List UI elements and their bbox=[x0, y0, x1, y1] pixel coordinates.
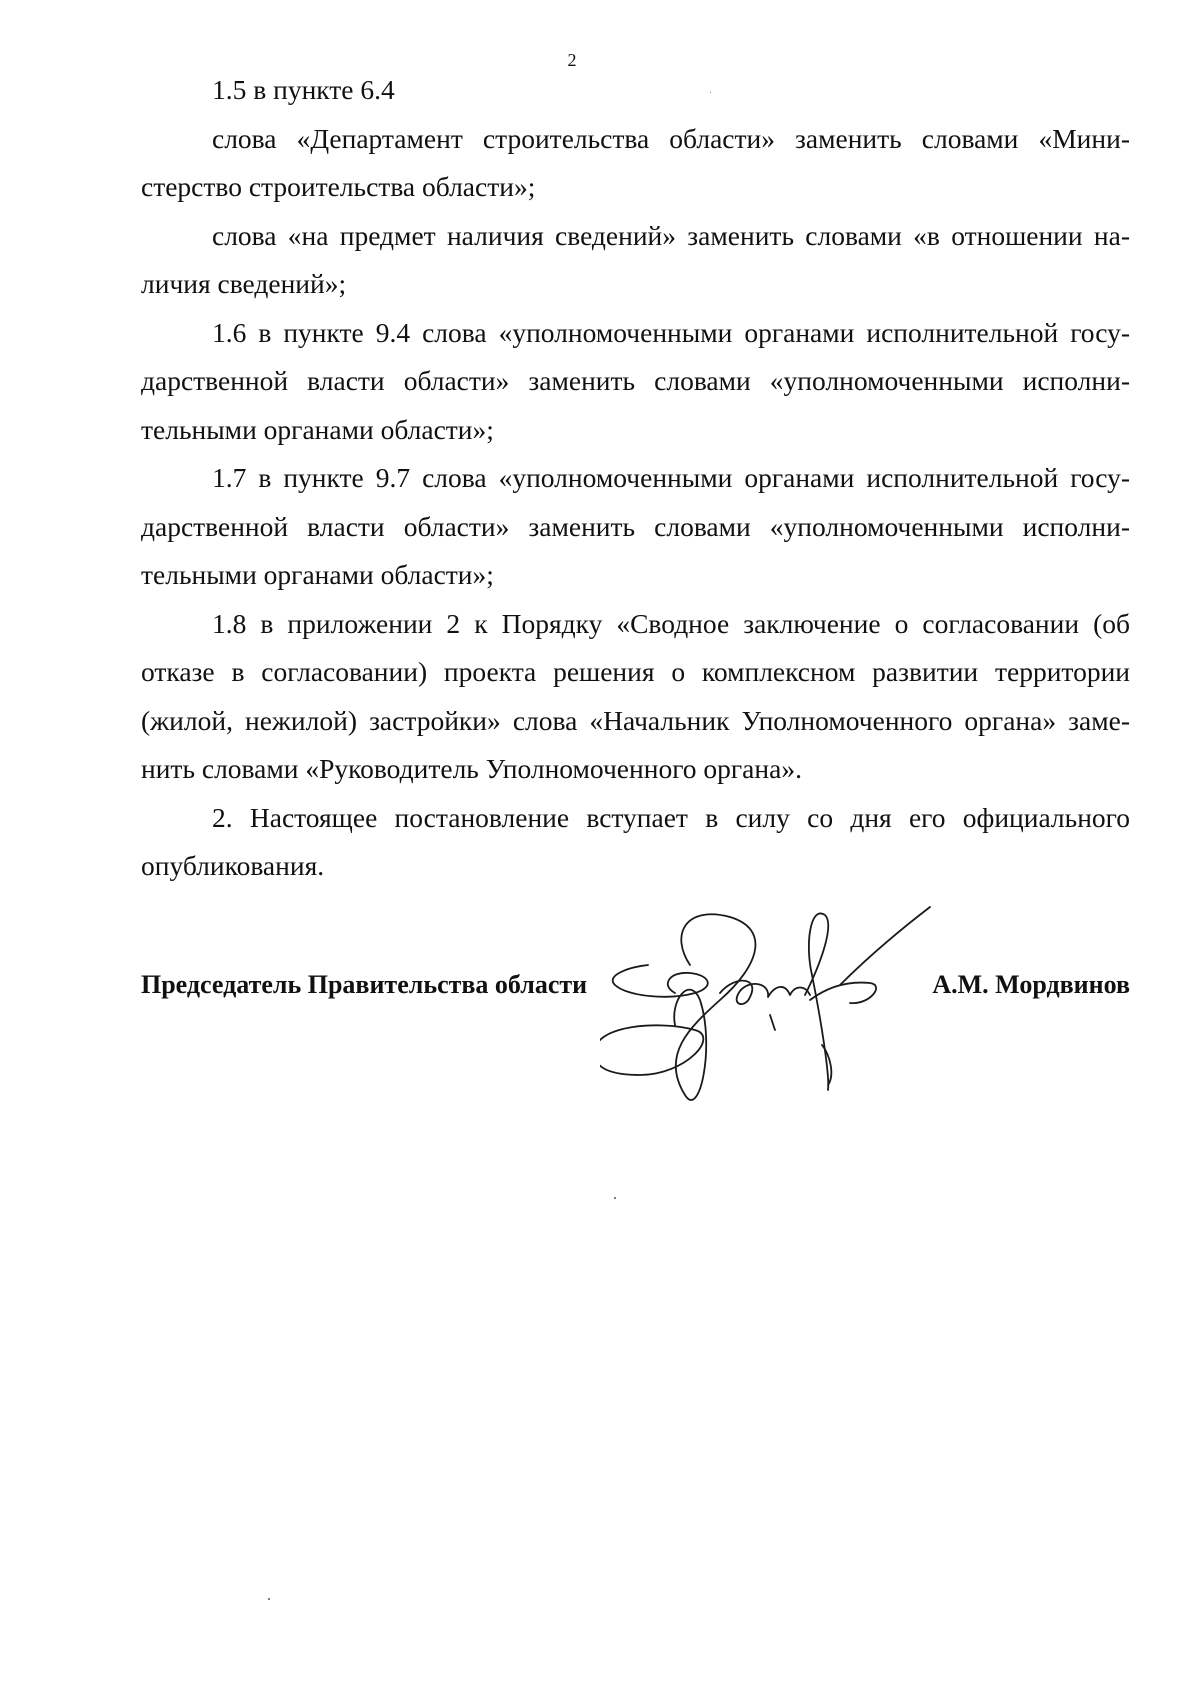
scan-speck bbox=[710, 92, 711, 93]
paragraph-1-5-information: слова «на предмет наличия сведений» заменить словами «в отношении наличия сведений»; bbox=[141, 219, 1130, 299]
paragraph-1-5-department: слова «Департамент строительства области» заменить словами «Министерство строительства области»; bbox=[141, 122, 1130, 202]
paragraph-1-8: 1.8 в приложении 2 к Порядку «Сводное заключение о согласовании (об отказе в согласовании) проекта решения о комплексном развитии территории (жилой, нежилой) застройки» слова «Начальник Уполномоченного органа» заменить словами «Руководитель Уполномоченного органа». bbox=[141, 607, 1130, 784]
page-number: 2 bbox=[567, 50, 577, 70]
scan-speck bbox=[614, 1197, 616, 1199]
paragraph-2: 2. Настоящее постановление вступает в силу со дня его официального опубликования. bbox=[141, 801, 1130, 881]
paragraph-1-7: 1.7 в пункте 9.7 слова «уполномоченными органами исполнительной государственной власти области» заменить словами «уполномоченными исполнительными органами области»; bbox=[141, 462, 1130, 590]
paragraph-1-6: 1.6 в пункте 9.4 слова «уполномоченными органами исполнительной государственной власти области» заменить словами «уполномоченными исполнительными органами области»; bbox=[141, 316, 1130, 445]
scan-speck bbox=[268, 1598, 270, 1600]
signer-title: Председатель Правительства области bbox=[141, 970, 588, 999]
paragraph-1-5: 1.5 в пункте 6.4 bbox=[212, 74, 395, 105]
signer-name: А.М. Мордвинов bbox=[932, 970, 1130, 999]
document-body bbox=[141, 66, 1130, 891]
handwritten-signature bbox=[600, 905, 960, 1115]
